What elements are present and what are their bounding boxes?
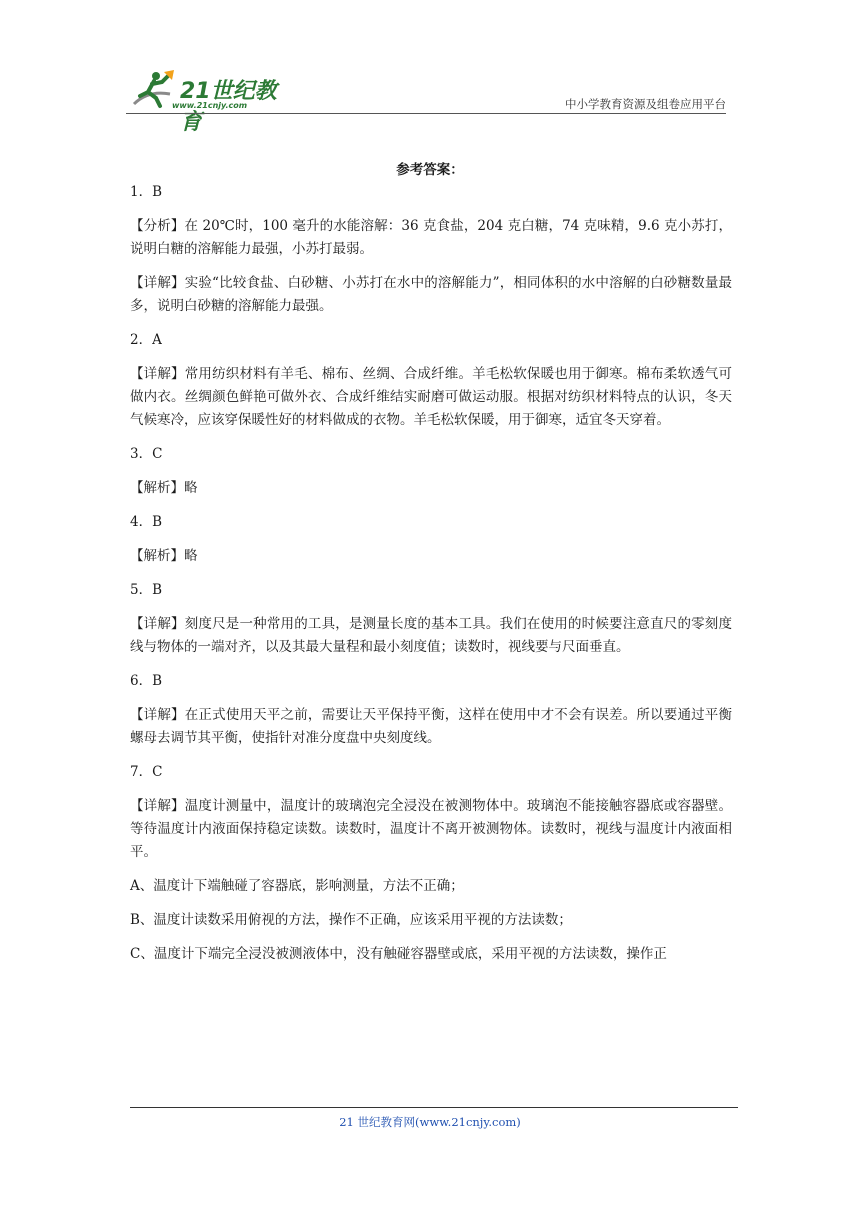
header-divider <box>126 113 726 114</box>
logo-text: 21世纪教育 <box>180 79 277 135</box>
answer-6-number: 6．B <box>130 673 163 689</box>
page-title: 参考答案： <box>396 162 464 178</box>
answer-7-option-a: A、温度计下端触碰了容器底，影响测量，方法不正确； <box>130 878 464 894</box>
platform-name: 中小学教育资源及组卷应用平台 <box>565 97 726 111</box>
answer-4-analysis: 【解析】略 <box>130 548 198 564</box>
page-header <box>126 68 726 135</box>
answer-4-number: 4．B <box>130 514 163 530</box>
answer-7-option-c: C、温度计下端完全浸没被测液体中，没有触碰容器壁或底，采用平视的方法读数，操作正 <box>130 946 667 962</box>
answer-content <box>130 181 732 977</box>
answer-2-number: 2．A <box>130 332 162 348</box>
footer-link[interactable]: 21 世纪教育网(www.21cnjy.com) <box>339 1115 521 1129</box>
answer-2-detail: 【详解】常用纺织材料有羊毛、棉布、丝绸、合成纤维。羊毛松软保暖也用于御寒。棉布柔软透气可做内衣。丝绸颜色鲜艳可做外衣、合成纤维结实耐磨可做运动服。根据对纺织材料特点的认识，冬天气候寒冷，应该穿保暖性好的材料做成的衣物。羊毛松软保暖，用于御寒，适宜冬天穿着。 <box>130 366 732 428</box>
answer-7-number: 7．C <box>130 764 163 780</box>
answer-1-analysis: 【分析】在 20℃时，100 毫升的水能溶解：36 克食盐，204 克白糖，74 克味精，9.6 克小苏打，说明白糖的溶解能力最强，小苏打最弱。 <box>130 218 732 257</box>
answer-1-detail: 【详解】实验“比较食盐、白砂糖、小苏打在水中的溶解能力”，相同体积的水中溶解的白砂糖数量最多，说明白砂糖的溶解能力最强。 <box>130 275 732 314</box>
answer-7-detail: 【详解】温度计测量中，温度计的玻璃泡完全浸没在被测物体中。玻璃泡不能接触容器底或容器壁。等待温度计内液面保持稳定读数。读数时，温度计不离开被测物体。读数时，视线与温度计内液面相平。 <box>130 798 732 860</box>
footer-divider <box>130 1107 738 1108</box>
logo-url: www.21cnjy.com <box>172 101 248 110</box>
answer-1-number: 1．B <box>130 184 163 200</box>
answer-3-analysis: 【解析】略 <box>130 480 198 496</box>
logo <box>126 68 296 135</box>
answer-5-detail: 【详解】刻度尺是一种常用的工具，是测量长度的基本工具。我们在使用的时候要注意直尺的零刻度线与物体的一端对齐，以及其最大量程和最小刻度值；读数时，视线要与尺面垂直。 <box>130 616 732 655</box>
answer-5-number: 5．B <box>130 582 163 598</box>
answer-6-detail: 【详解】在正式使用天平之前，需要让天平保持平衡，这样在使用中才不会有误差。所以要通过平衡螺母去调节其平衡，使指针对准分度盘中央刻度线。 <box>130 707 732 746</box>
answer-3-number: 3．C <box>130 446 163 462</box>
answer-7-option-b: B、温度计读数采用俯视的方法，操作不正确，应该采用平视的方法读数； <box>130 912 572 928</box>
